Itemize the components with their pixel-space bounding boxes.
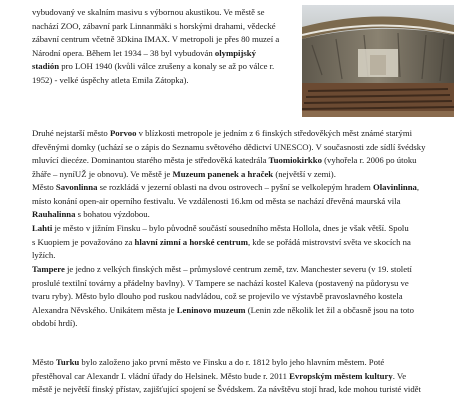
- church-interior-photo: [302, 5, 454, 117]
- bold-term: Savonlinna: [55, 182, 98, 192]
- text-run: místo konání open-air operního festivalu. Ve vzdálenosti 16.km od města se nachází dřevěná maurská vila: [32, 195, 401, 206]
- text-line: [32, 20, 298, 34]
- text-line: [32, 290, 436, 304]
- text-run: . Ve: [392, 370, 407, 381]
- bold-term: Olavinlinna: [372, 182, 417, 192]
- text-run: mluvící diecéze. Dominantou starého města je středověká katedrála: [32, 155, 269, 166]
- bold-term: Lahti: [32, 223, 53, 233]
- text-run: Druhé nejstarší město: [32, 128, 110, 138]
- bold-term: Leninovo muzeum: [176, 304, 246, 315]
- text-line: [32, 370, 436, 384]
- text-line: [32, 208, 436, 222]
- text-line: [32, 383, 436, 397]
- text-run: v blízkosti metropole je jedním z 6 finských středověkých měst známé starými: [136, 128, 413, 138]
- bold-term: Tampere: [32, 264, 65, 274]
- text-run: Alexandra Něvského. Unikátem města je: [32, 304, 177, 315]
- text-run: Město: [32, 182, 56, 192]
- text-line: [32, 74, 298, 88]
- bold-term: Evropským městem kultury: [289, 370, 393, 381]
- text-line: [32, 60, 298, 74]
- text-run: tvaru ryby). Město bylo dlouho pod ruskou nadvládou, což se projevilo ve výstavbě pravoslavného kostela: [32, 291, 403, 302]
- text-line: [32, 154, 436, 168]
- text-run: ,: [416, 182, 420, 192]
- text-line: [32, 6, 298, 20]
- text-run: (největší v zemi).: [273, 168, 336, 179]
- bold-term: Porvoo: [109, 128, 137, 138]
- text-run: vybudovaný ve skalním masivu s výbornou akustikou. Ve městě se: [32, 7, 265, 17]
- text-line: [32, 168, 436, 182]
- bold-term: Tuomiokirkko: [268, 155, 322, 166]
- text-run: je jedno z velkých finských měst – průmyslové centrum země, tzv. Manchester severu (v 19. století: [64, 264, 412, 274]
- text-run: pro LOH 1940 (kvůli válce zrušeny a konaly se až po válce r.: [59, 61, 275, 72]
- text-line: [32, 47, 298, 61]
- text-line: [32, 263, 436, 277]
- text-line: [32, 141, 436, 155]
- text-run: Město: [32, 357, 56, 367]
- text-line: [32, 127, 436, 141]
- text-line: [32, 317, 436, 331]
- text-run: proslulé textilní továrny a přádelny bavlny). V Tampere se nachází kostel Kaleva (postavený na půdorysu ve: [32, 277, 409, 288]
- paragraph: [32, 6, 298, 88]
- text-run: je město v jižním Finsku – bylo původně součástí sousedního města Hollola, dnes je však větší. Spolu: [52, 223, 409, 233]
- text-run: (Lenin zde několik let žil a občasně jsou na toto: [245, 304, 414, 315]
- text-line: [32, 181, 436, 195]
- paragraph: [32, 356, 436, 397]
- paragraph: [32, 127, 436, 181]
- bold-term: stadión: [32, 61, 60, 72]
- text-run: přestěhoval car Alexandr I. vládní úřady do Helsinek. Město bude r. 2011: [32, 370, 290, 381]
- text-line: [32, 33, 298, 47]
- text-run: období hrdí).: [32, 318, 78, 329]
- paragraph: [32, 181, 436, 222]
- text-run: lyžích.: [32, 250, 56, 261]
- bold-term: Turku: [55, 357, 80, 367]
- text-line: [32, 356, 436, 370]
- text-run: Národní opera. Během let 1934 – 38 byl vybudován: [32, 47, 215, 58]
- text-line: [32, 195, 436, 209]
- text-run: zábavní centrum včetně 3Dkina IMAX. V metropoli je přes 80 muzeí a: [32, 34, 280, 45]
- text-line: [32, 249, 436, 263]
- text-line: [32, 222, 436, 236]
- bold-term: hlavní zimní a horské centrum: [134, 236, 248, 247]
- text-run: s Kuopiem je považováno za: [32, 236, 135, 247]
- text-line: [32, 277, 436, 291]
- text-run: bylo založeno jako první město ve Finsku a do r. 1812 bylo jeho hlavním městem. Poté: [79, 357, 385, 367]
- paragraph: [32, 263, 436, 331]
- text-run: nachází ZOO, zábavní park Linnanmäki s horskými drahami, vědecké: [32, 20, 276, 31]
- text-run: se rozkládá v jezerní oblasti na dvou ostrovech – pyšní se velkolepým hradem: [97, 182, 373, 192]
- bold-term: olympijský: [214, 47, 256, 58]
- text-run: s bohatou výzdobou.: [75, 209, 150, 220]
- text-run: 1952) - velké úspěchy atleta Emila Zátopka).: [32, 74, 189, 85]
- text-run: dřevěnými domky (uchází se o zápis do Seznamu světového dědictví UNESCO). V současnosti zde sídlí švédsky: [32, 141, 426, 152]
- bold-term: Rauhalinna: [32, 209, 76, 220]
- text-run: městě je největší finský přístav, zajišťující spojení se Švédskem. Za návštěvu stojí hrad, kde mohou turisté vidět: [32, 384, 421, 395]
- text-line: [32, 236, 436, 250]
- text-run: (vyhořela r. 2006 po útoku: [321, 155, 417, 166]
- paragraph: [32, 222, 436, 263]
- text-line: [32, 304, 436, 318]
- bold-term: Muzeum panenek a hraček: [172, 168, 274, 179]
- text-run: žháře – nyníUŽ je obnovu). Ve městě je: [32, 168, 173, 179]
- text-run: , kde se pořádá mistrovství světa ve skocích na: [247, 236, 411, 247]
